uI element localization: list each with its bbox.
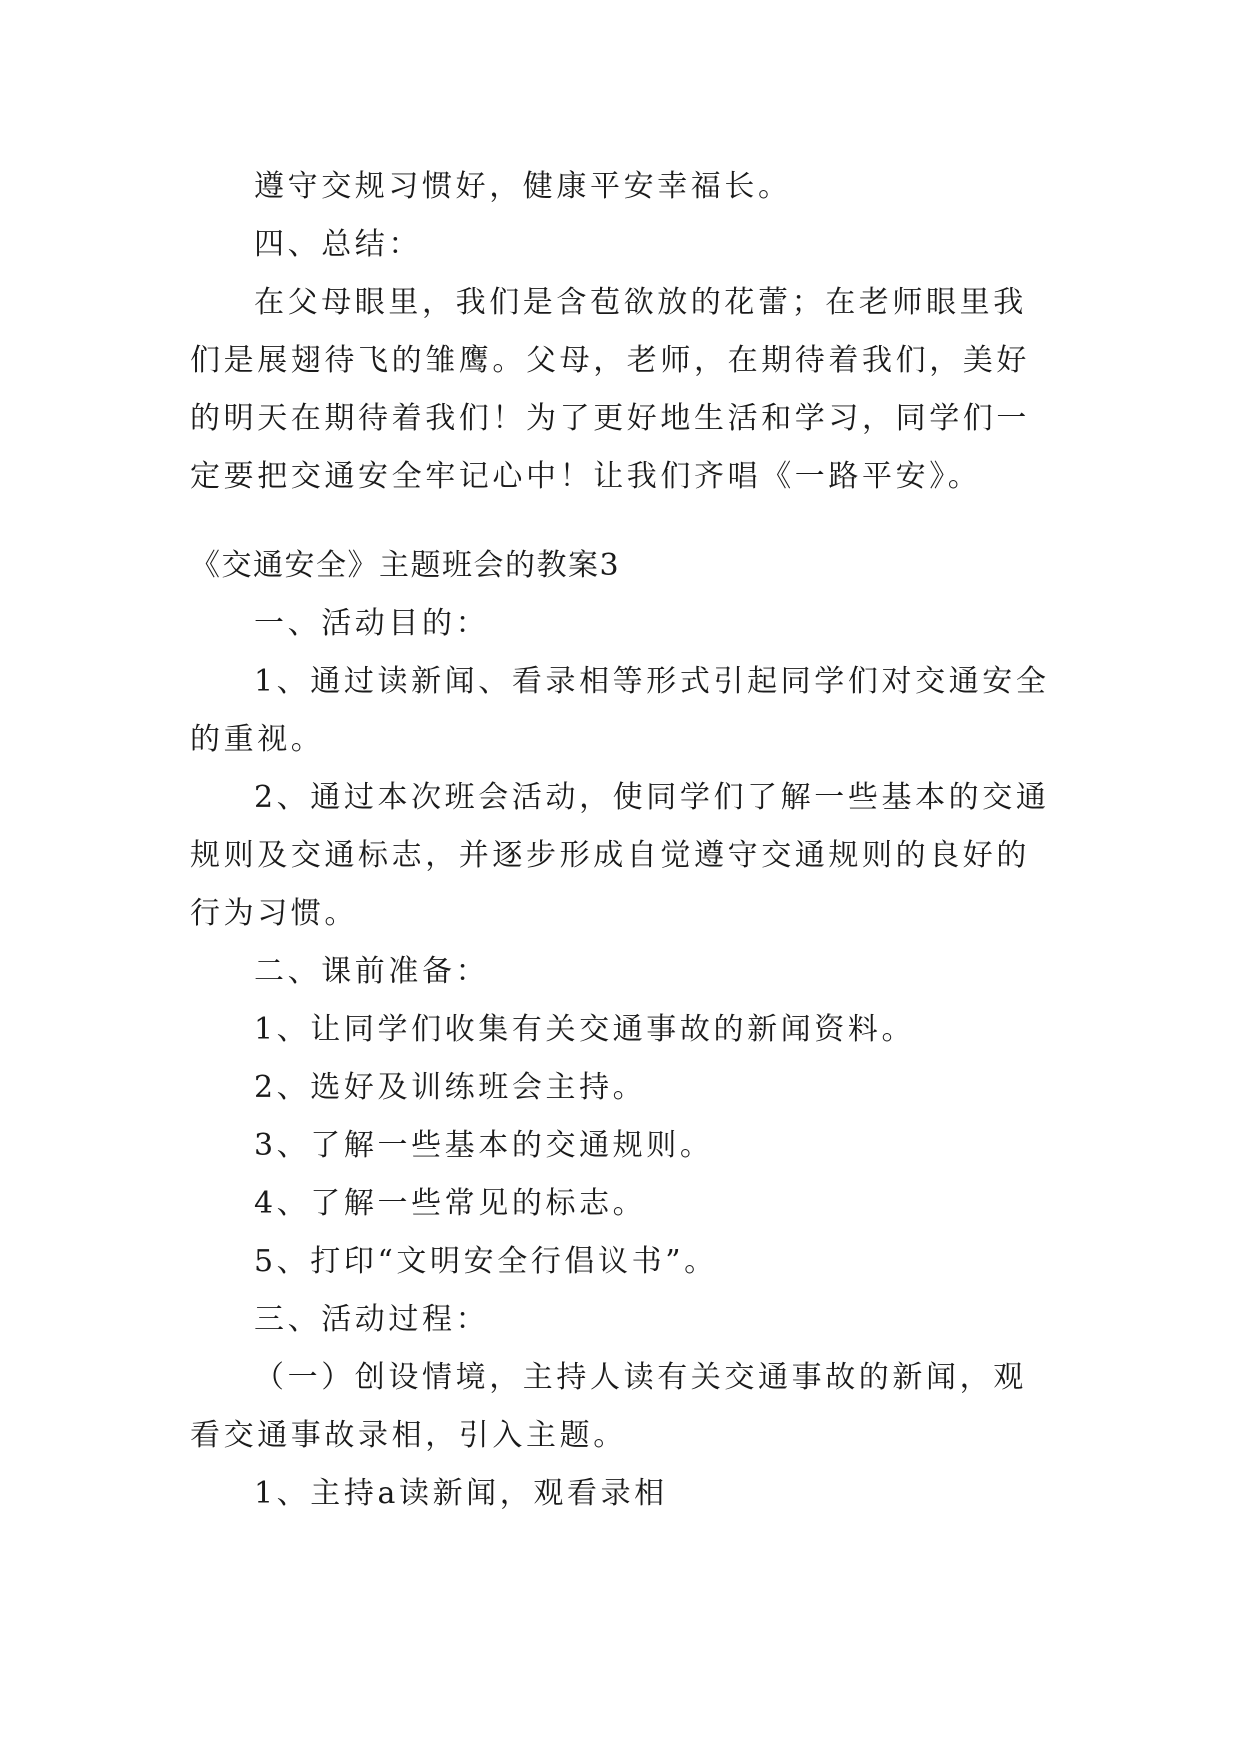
paragraph-process-1: （一）创设情境，主持人读有关交通事故的新闻，观看交通事故录相，引入主题。 [190, 1360, 1027, 1453]
heading-summary: 四、总结： [254, 227, 422, 262]
paragraph-slogan: 遵守交规习惯好，健康平安幸福长。 [254, 169, 792, 204]
list-item-prep-4: 4、了解一些常见的标志。 [254, 1186, 647, 1221]
paragraph-process-1-1: 1、主持a读新闻，观看录相 [254, 1476, 668, 1511]
list-item-prep-5: 5、打印“文明安全行倡议书”。 [254, 1244, 718, 1279]
heading-activity-process: 三、活动过程： [254, 1302, 490, 1337]
paragraph-goal-2: 2、通过本次班会活动，使同学们了解一些基本的交通规则及交通标志，并逐步形成自觉遵守交通规则的良好的行为习惯。 [190, 780, 1050, 931]
heading-activity-goal: 一、活动目的： [254, 606, 490, 641]
list-item-prep-2: 2、选好及训练班会主持。 [254, 1070, 647, 1105]
paragraph-summary: 在父母眼里，我们是含苞欲放的花蕾；在老师眼里我们是展翅待飞的雏鹰。父母，老师，在期待着我们，美好的明天在期待着我们！为了更好地生活和学习，同学们一定要把交通安全牢记心中！让我们齐唱《一路平安》。 [190, 285, 1030, 494]
paragraph-goal-1: 1、通过读新闻、看录相等形式引起同学们对交通安全的重视。 [190, 664, 1050, 757]
list-item-prep-3: 3、了解一些基本的交通规则。 [254, 1128, 714, 1163]
heading-preparation: 二、课前准备： [254, 954, 490, 989]
list-item-prep-1: 1、让同学们收集有关交通事故的新闻资料。 [254, 1012, 916, 1047]
section-title: 《交通安全》主题班会的教案3 [190, 548, 621, 583]
